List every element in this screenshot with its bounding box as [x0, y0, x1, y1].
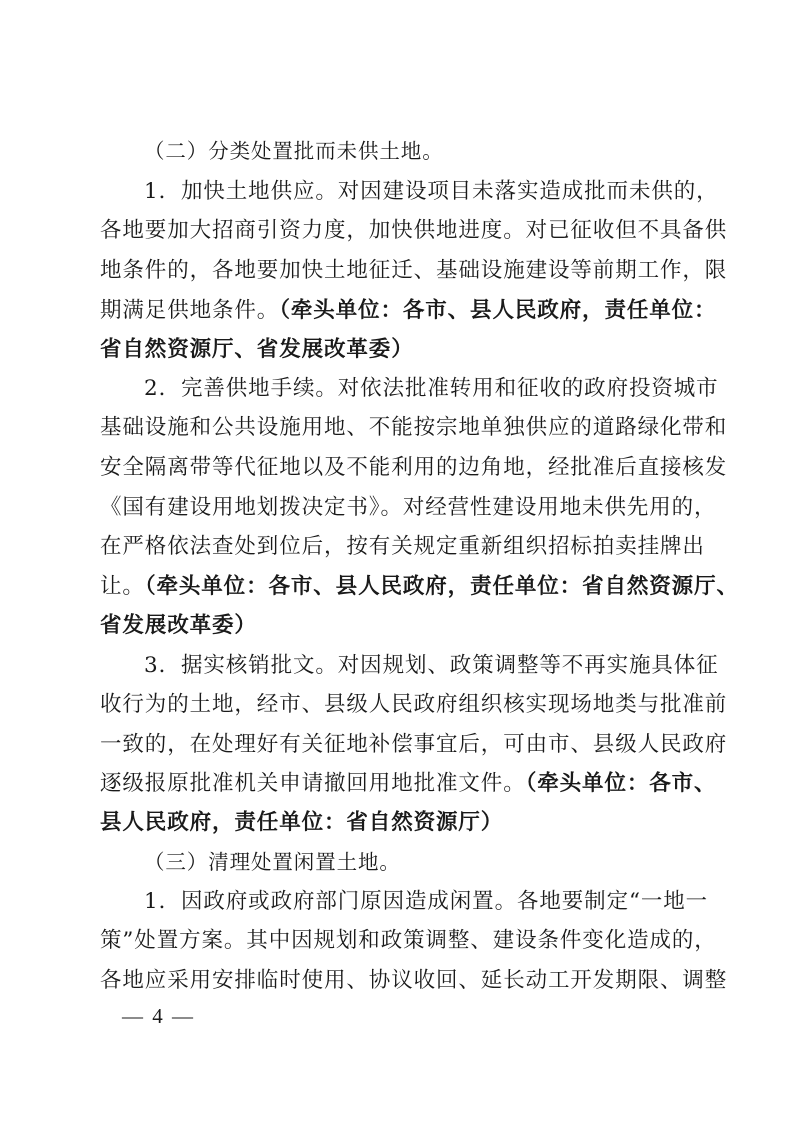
paragraph-line: 各地应采用安排临时使用、协议收回、延长动工开发期限、调整	[100, 968, 728, 993]
responsibility-note: 省自然资源厅、省发展改革委）	[100, 337, 414, 362]
paragraph-line	[100, 296, 717, 326]
responsibility-note: （牵头单位：各市、县人民政府，责任单位：	[279, 298, 717, 323]
paragraph-line: 基础设施和公共设施用地、不能按宗地单独供应的道路绿化带和	[100, 415, 728, 440]
paragraph-line: 一致的，在处理好有关征地补偿事宜后，可由市、县级人民政府	[100, 732, 728, 757]
section-2-heading: （二）分类处置批而未供土地。	[144, 139, 444, 163]
responsibility-note: 县人民政府，责任单位：省自然资源厅）	[100, 810, 504, 835]
responsibility-note: （牵头单位：各市、	[525, 771, 717, 796]
paragraph-line: 安全隔离带等代征地以及不能利用的边角地，经批准后直接核发	[100, 455, 728, 480]
responsibility-note: （牵头单位：各市、县人民政府，责任单位：省自然资源厅、	[144, 574, 739, 599]
paragraph-text: 让。	[100, 574, 145, 599]
paragraph-line	[100, 572, 739, 602]
paragraph-line: 在严格依法查处到位后，按有关规定重新组织招标拍卖挂牌出	[100, 534, 705, 559]
section-3-heading: （三）清理处置闲置土地。	[144, 850, 401, 874]
responsibility-note: 省发展改革委）	[100, 613, 257, 638]
paragraph-line: 地条件的，各地要加快土地征迁、基础设施建设等前期工作，限	[100, 258, 728, 283]
paragraph-line: 各地要加大招商引资力度，加快供地进度。对已征收但不具备供	[100, 218, 728, 243]
paragraph-line: 1．加快土地供应。对因建设项目未落实造成批而未供的，	[144, 179, 719, 204]
paragraph-line: 策”处置方案。其中因规划和政策调整、建设条件变化造成的，	[100, 928, 717, 953]
paragraph-line: 《国有建设用地划拨决定书》。对经营性建设用地未供先用的，	[100, 495, 717, 520]
paragraph-text: 期满足供地条件。	[100, 298, 280, 323]
paragraph-line: 2．完善供地手续。对依法批准转用和征收的政府投资城市	[144, 376, 719, 401]
paragraph-line: 1．因政府或政府部门原因造成闲置。各地要制定“一地一	[144, 889, 709, 914]
paragraph-line: 收行为的土地，经市、县级人民政府组织核实现场地类与批准前	[100, 692, 728, 717]
page-number: — 4 —	[122, 1004, 195, 1028]
paragraph-line	[100, 769, 717, 799]
paragraph-line: 3．据实核销批文。对因规划、政策调整等不再实施具体征	[144, 653, 719, 678]
paragraph-text: 逐级报原批准机关申请撤回用地批准文件。	[100, 771, 526, 796]
